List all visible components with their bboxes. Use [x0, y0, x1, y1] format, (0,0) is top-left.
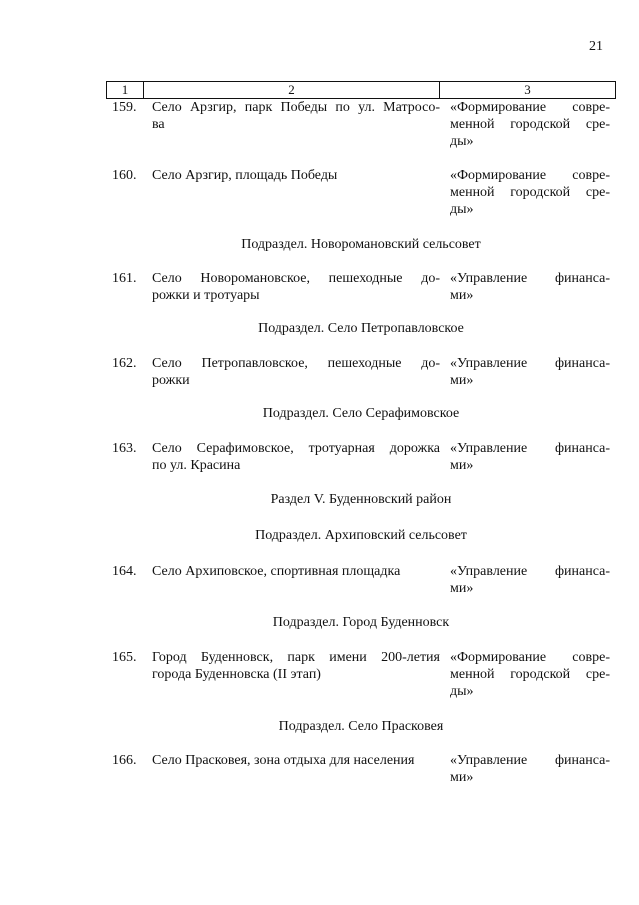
header-col-1: 1 — [106, 81, 144, 99]
row-number: 164. — [112, 564, 137, 579]
row-place: Село Арзгир, площадь Победы — [152, 168, 338, 183]
row-number: 166. — [112, 753, 137, 768]
row-place: Село Арзгир, парк Победы по ул. Матросо- ва — [152, 100, 440, 132]
row-place: Город Буденновск, парк имени 200-летия города Буденновска (II этап) — [152, 650, 440, 682]
row-program: «Управление финанса- ми» — [450, 356, 610, 388]
header-col-3: 3 — [440, 81, 616, 99]
section-heading: Подраздел. Город Буденновск — [272, 615, 450, 630]
row-place: Село Новоромановское, пешеходные до- рожки и тротуары — [152, 271, 440, 303]
row-place: Село Серафимовское, тротуарная дорожка по ул. Красина — [152, 441, 440, 473]
section-heading: Подраздел. Село Серафимовское — [262, 406, 460, 421]
row-number: 160. — [112, 168, 137, 183]
row-program: «Формирование совре- менной городской сре- ды» — [450, 100, 610, 149]
page-number: 21 — [589, 39, 603, 54]
row-number: 163. — [112, 441, 137, 456]
section-heading: Раздел V. Буденновский район — [270, 492, 452, 507]
row-place: Село Архиповское, спортивная площадка — [152, 564, 401, 579]
row-place: Село Прасковея, зона отдыха для населения — [152, 753, 415, 768]
section-heading: Подраздел. Архиповский сельсовет — [255, 528, 467, 543]
row-program: «Формирование совре- менной городской сре- ды» — [450, 168, 610, 217]
row-number: 162. — [112, 356, 137, 371]
row-number: 161. — [112, 271, 137, 286]
row-program: «Управление финанса- ми» — [450, 564, 610, 596]
row-place: Село Петропавловское, пешеходные до- рожки — [152, 356, 440, 388]
table-header — [106, 81, 616, 98]
row-program: «Управление финанса- ми» — [450, 271, 610, 303]
header-col-2: 2 — [144, 81, 440, 99]
section-heading: Подраздел. Новоромановский сельсовет — [241, 237, 481, 252]
row-program: «Формирование совре- менной городской сре- ды» — [450, 650, 610, 699]
section-heading: Подраздел. Село Прасковея — [278, 719, 444, 734]
row-number: 165. — [112, 650, 137, 665]
section-heading: Подраздел. Село Петропавловское — [258, 321, 464, 336]
row-program: «Управление финанса- ми» — [450, 441, 610, 473]
row-program: «Управление финанса- ми» — [450, 753, 610, 785]
row-number: 159. — [112, 100, 137, 115]
